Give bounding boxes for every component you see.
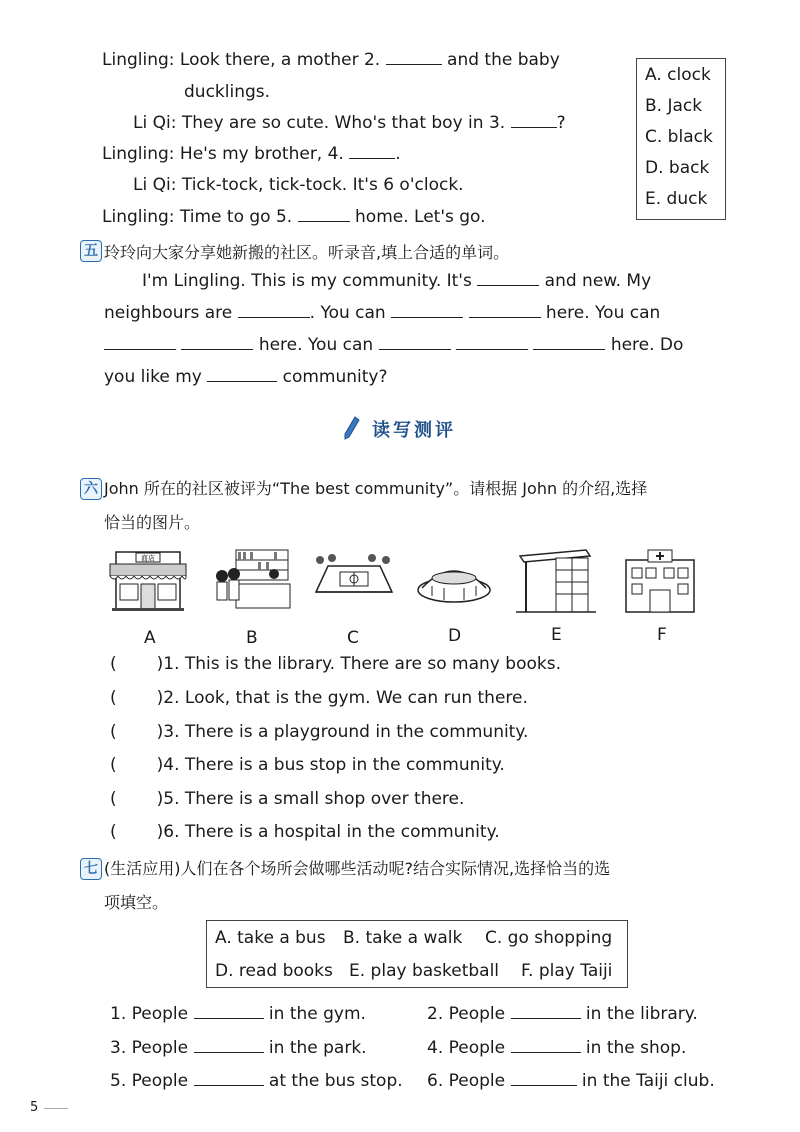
blank[interactable] <box>104 335 176 350</box>
option: E. play basketball <box>349 961 500 981</box>
question-row <box>110 654 561 674</box>
passage-text: you like my <box>104 367 202 387</box>
question-text: )5. There is a small shop over there. <box>156 789 465 809</box>
option: B. take a walk <box>343 928 463 948</box>
section-5-title: 玲玲向大家分享她新搬的社区。听录音,填上合适的单词。 <box>104 243 510 262</box>
speaker: Lingling: <box>102 144 175 164</box>
question-text: 2. People <box>427 1004 506 1024</box>
option: C. black <box>645 127 713 147</box>
speaker: Lingling: <box>102 207 175 227</box>
question-row <box>110 722 528 742</box>
activity-options-box <box>206 920 628 988</box>
dialog-text: Time to go 5. <box>179 207 293 227</box>
blank[interactable] <box>469 303 541 318</box>
blank-5[interactable] <box>298 207 350 222</box>
blank[interactable] <box>391 303 463 318</box>
picture-letter: C <box>347 628 359 648</box>
blank[interactable] <box>511 1071 577 1086</box>
answer-paren[interactable]: ( <box>110 789 117 809</box>
dialog-text: and the baby <box>447 50 560 70</box>
picture-letter: A <box>144 628 156 648</box>
gym-picture <box>414 556 494 610</box>
section-6-badge: 六 <box>80 478 102 500</box>
picture-letter: F <box>657 625 667 645</box>
dialog-text: ? <box>556 113 566 133</box>
section-header-reading-writing: 读写测评 <box>372 420 456 441</box>
dialog-text: They are so cute. Who's that boy in 3. <box>181 113 506 133</box>
answer-paren[interactable]: ( <box>110 722 117 742</box>
dialog-line-2 <box>133 113 566 133</box>
question-text: )3. There is a playground in the community. <box>156 722 529 742</box>
question-text: in the Taiji club. <box>581 1071 715 1091</box>
question-text: )1. This is the library. There are so many books. <box>156 654 561 674</box>
question-text: 1. People <box>110 1004 189 1024</box>
option: A. clock <box>645 65 711 85</box>
passage-text: community? <box>282 367 388 387</box>
question-text: )4. There is a bus stop in the community. <box>156 755 505 775</box>
answer-paren[interactable]: ( <box>110 755 117 775</box>
fill-question <box>110 1038 367 1058</box>
question-text: )2. Look, that is the gym. We can run there. <box>156 688 528 708</box>
dialog-text: Tick-tock, tick-tock. It's 6 o'clock. <box>181 175 464 195</box>
dialog-text: . <box>395 144 401 164</box>
option: D. read books <box>215 961 333 981</box>
fill-question <box>427 1038 686 1058</box>
blank[interactable] <box>238 303 310 318</box>
question-row <box>110 822 500 842</box>
question-text: 6. People <box>427 1071 506 1091</box>
dialog-line-3 <box>102 144 401 164</box>
section-7-badge: 七 <box>80 858 102 880</box>
section-7-title-line-2: 项填空。 <box>104 893 169 912</box>
blank[interactable] <box>207 367 277 382</box>
dialog-text: He's my brother, 4. <box>179 144 344 164</box>
question-text: 3. People <box>110 1038 189 1058</box>
blank-2[interactable] <box>386 50 442 65</box>
blank-4[interactable] <box>349 144 395 159</box>
fill-question <box>427 1071 715 1091</box>
question-text: in the shop. <box>585 1038 687 1058</box>
blank[interactable] <box>456 335 528 350</box>
question-row <box>110 688 528 708</box>
blank[interactable] <box>511 1038 581 1053</box>
dialog-line-4 <box>133 175 464 195</box>
page-number-rule <box>44 1108 68 1109</box>
blank-3[interactable] <box>511 113 557 128</box>
bus-stop-picture <box>516 546 596 620</box>
blank[interactable] <box>477 271 539 286</box>
fill-question <box>110 1004 366 1024</box>
library-picture <box>208 548 292 616</box>
blank[interactable] <box>194 1071 264 1086</box>
section-5-passage <box>104 265 722 393</box>
answer-paren[interactable]: ( <box>110 688 117 708</box>
passage-text: here. You can <box>545 303 661 323</box>
option: D. back <box>645 158 710 178</box>
page-number: 5 <box>30 1100 39 1115</box>
speaker: Li Qi: <box>133 175 177 195</box>
section-6-title-line-1: John 所在的社区被评为“The best community”。请根据 John 的介绍,选择 <box>104 479 648 498</box>
section-6-title-line-2: 恰当的图片。 <box>104 513 201 532</box>
pencil-icon <box>344 416 360 444</box>
blank[interactable] <box>194 1004 264 1019</box>
passage-text: . You can <box>309 303 386 323</box>
dialog-text: Look there, a mother 2. <box>179 50 381 70</box>
option: F. play Taiji <box>521 961 613 981</box>
dialog-line-1-cont: ducklings. <box>184 82 271 102</box>
question-text: )6. There is a hospital in the community. <box>156 822 500 842</box>
answer-paren[interactable]: ( <box>110 822 117 842</box>
answer-paren[interactable]: ( <box>110 654 117 674</box>
section-5-badge: 五 <box>80 240 102 262</box>
question-text: 4. People <box>427 1038 506 1058</box>
picture-letter: E <box>551 625 562 645</box>
option: E. duck <box>645 189 708 209</box>
dialog-line-1 <box>102 50 560 70</box>
passage-text: and new. My <box>544 271 652 291</box>
question-row <box>110 755 505 775</box>
speaker: Li Qi: <box>133 113 177 133</box>
passage-text: neighbours are <box>104 303 233 323</box>
blank[interactable] <box>194 1038 264 1053</box>
question-text: 5. People <box>110 1071 189 1091</box>
passage-text: here. You can <box>258 335 374 355</box>
playground-picture <box>312 552 396 606</box>
hospital-picture <box>620 548 700 618</box>
question-row <box>110 789 464 809</box>
blank[interactable] <box>533 335 605 350</box>
dialog-line-5 <box>102 207 486 227</box>
fill-question <box>427 1004 698 1024</box>
blank[interactable] <box>181 335 253 350</box>
question-text: in the park. <box>268 1038 367 1058</box>
option: B. Jack <box>645 96 703 116</box>
dialog-text: home. Let's go. <box>355 207 486 227</box>
question-text: in the gym. <box>268 1004 366 1024</box>
shop-sign: 商店 <box>141 554 155 563</box>
picture-letter: B <box>246 628 258 648</box>
picture-letter: D <box>448 626 462 646</box>
option: C. go shopping <box>485 928 613 948</box>
option: A. take a bus <box>215 928 326 948</box>
question-text: at the bus stop. <box>268 1071 403 1091</box>
word-options-box <box>636 58 726 220</box>
blank[interactable] <box>511 1004 581 1019</box>
blank[interactable] <box>379 335 451 350</box>
question-text: in the library. <box>585 1004 698 1024</box>
passage-text: here. Do <box>610 335 684 355</box>
shop-picture <box>108 548 188 616</box>
speaker: Lingling: <box>102 50 175 70</box>
section-7-title-line-1: (生活应用)人们在各个场所会做哪些活动呢?结合实际情况,选择恰当的选 <box>104 859 611 878</box>
passage-text: I'm Lingling. This is my community. It's <box>142 271 472 291</box>
fill-question <box>110 1071 403 1091</box>
